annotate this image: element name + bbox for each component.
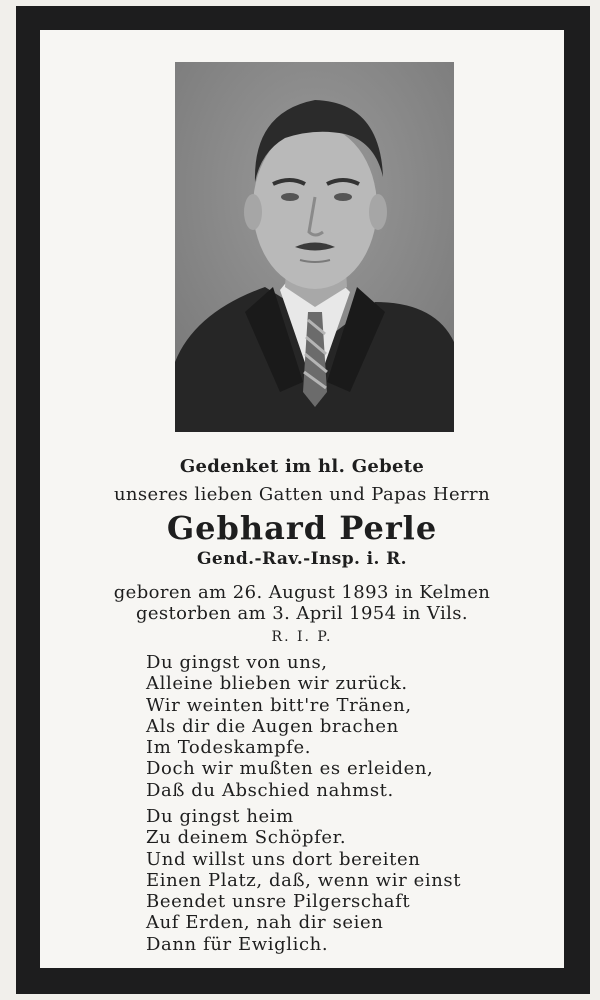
poem-line: Zu deinem Schöpfer. — [146, 827, 347, 849]
rank-title: Gend.-Rav.-Insp. i. R. — [197, 549, 407, 569]
portrait-photo — [175, 62, 454, 432]
poem-line: Daß du Abschied nahmst. — [146, 779, 394, 801]
poem-line: Dann für Ewiglich. — [146, 933, 329, 955]
poem-line: Im Todeskampfe. — [146, 737, 312, 759]
poem-line: Als dir die Augen brachen — [146, 715, 399, 737]
header-line-2: unseres lieben Gatten und Papas Herrn — [113, 484, 491, 505]
poem-line: Wir weinten bitt're Tränen, — [146, 694, 412, 716]
header-line-1: Gedenket im hl. Gebete — [179, 456, 425, 477]
poem-line: Beendet unsre Pilgerschaft — [146, 891, 411, 913]
poem-line: Du gingst heim — [146, 806, 294, 827]
poem-line: Du gingst von uns, — [146, 652, 328, 673]
poem-line: Einen Platz, daß, wenn wir einst — [146, 869, 462, 891]
poem-line: Und willst uns dort bereiten — [146, 848, 421, 870]
deceased-name: Gebhard Perle — [166, 509, 438, 547]
rip-line: R. I. P. — [271, 629, 333, 645]
poem-stanza-2 — [146, 806, 461, 955]
poem-stanza-1 — [146, 652, 433, 801]
poem-line: Alleine blieben wir zurück. — [146, 673, 408, 695]
poem-line: Doch wir mußten es erleiden, — [146, 758, 434, 780]
poem-line: Auf Erden, nah dir seien — [146, 912, 384, 934]
death-line: gestorben am 3. April 1954 in Vils. — [135, 603, 469, 624]
birth-line: geboren am 26. August 1893 in Kelmen — [113, 582, 491, 603]
